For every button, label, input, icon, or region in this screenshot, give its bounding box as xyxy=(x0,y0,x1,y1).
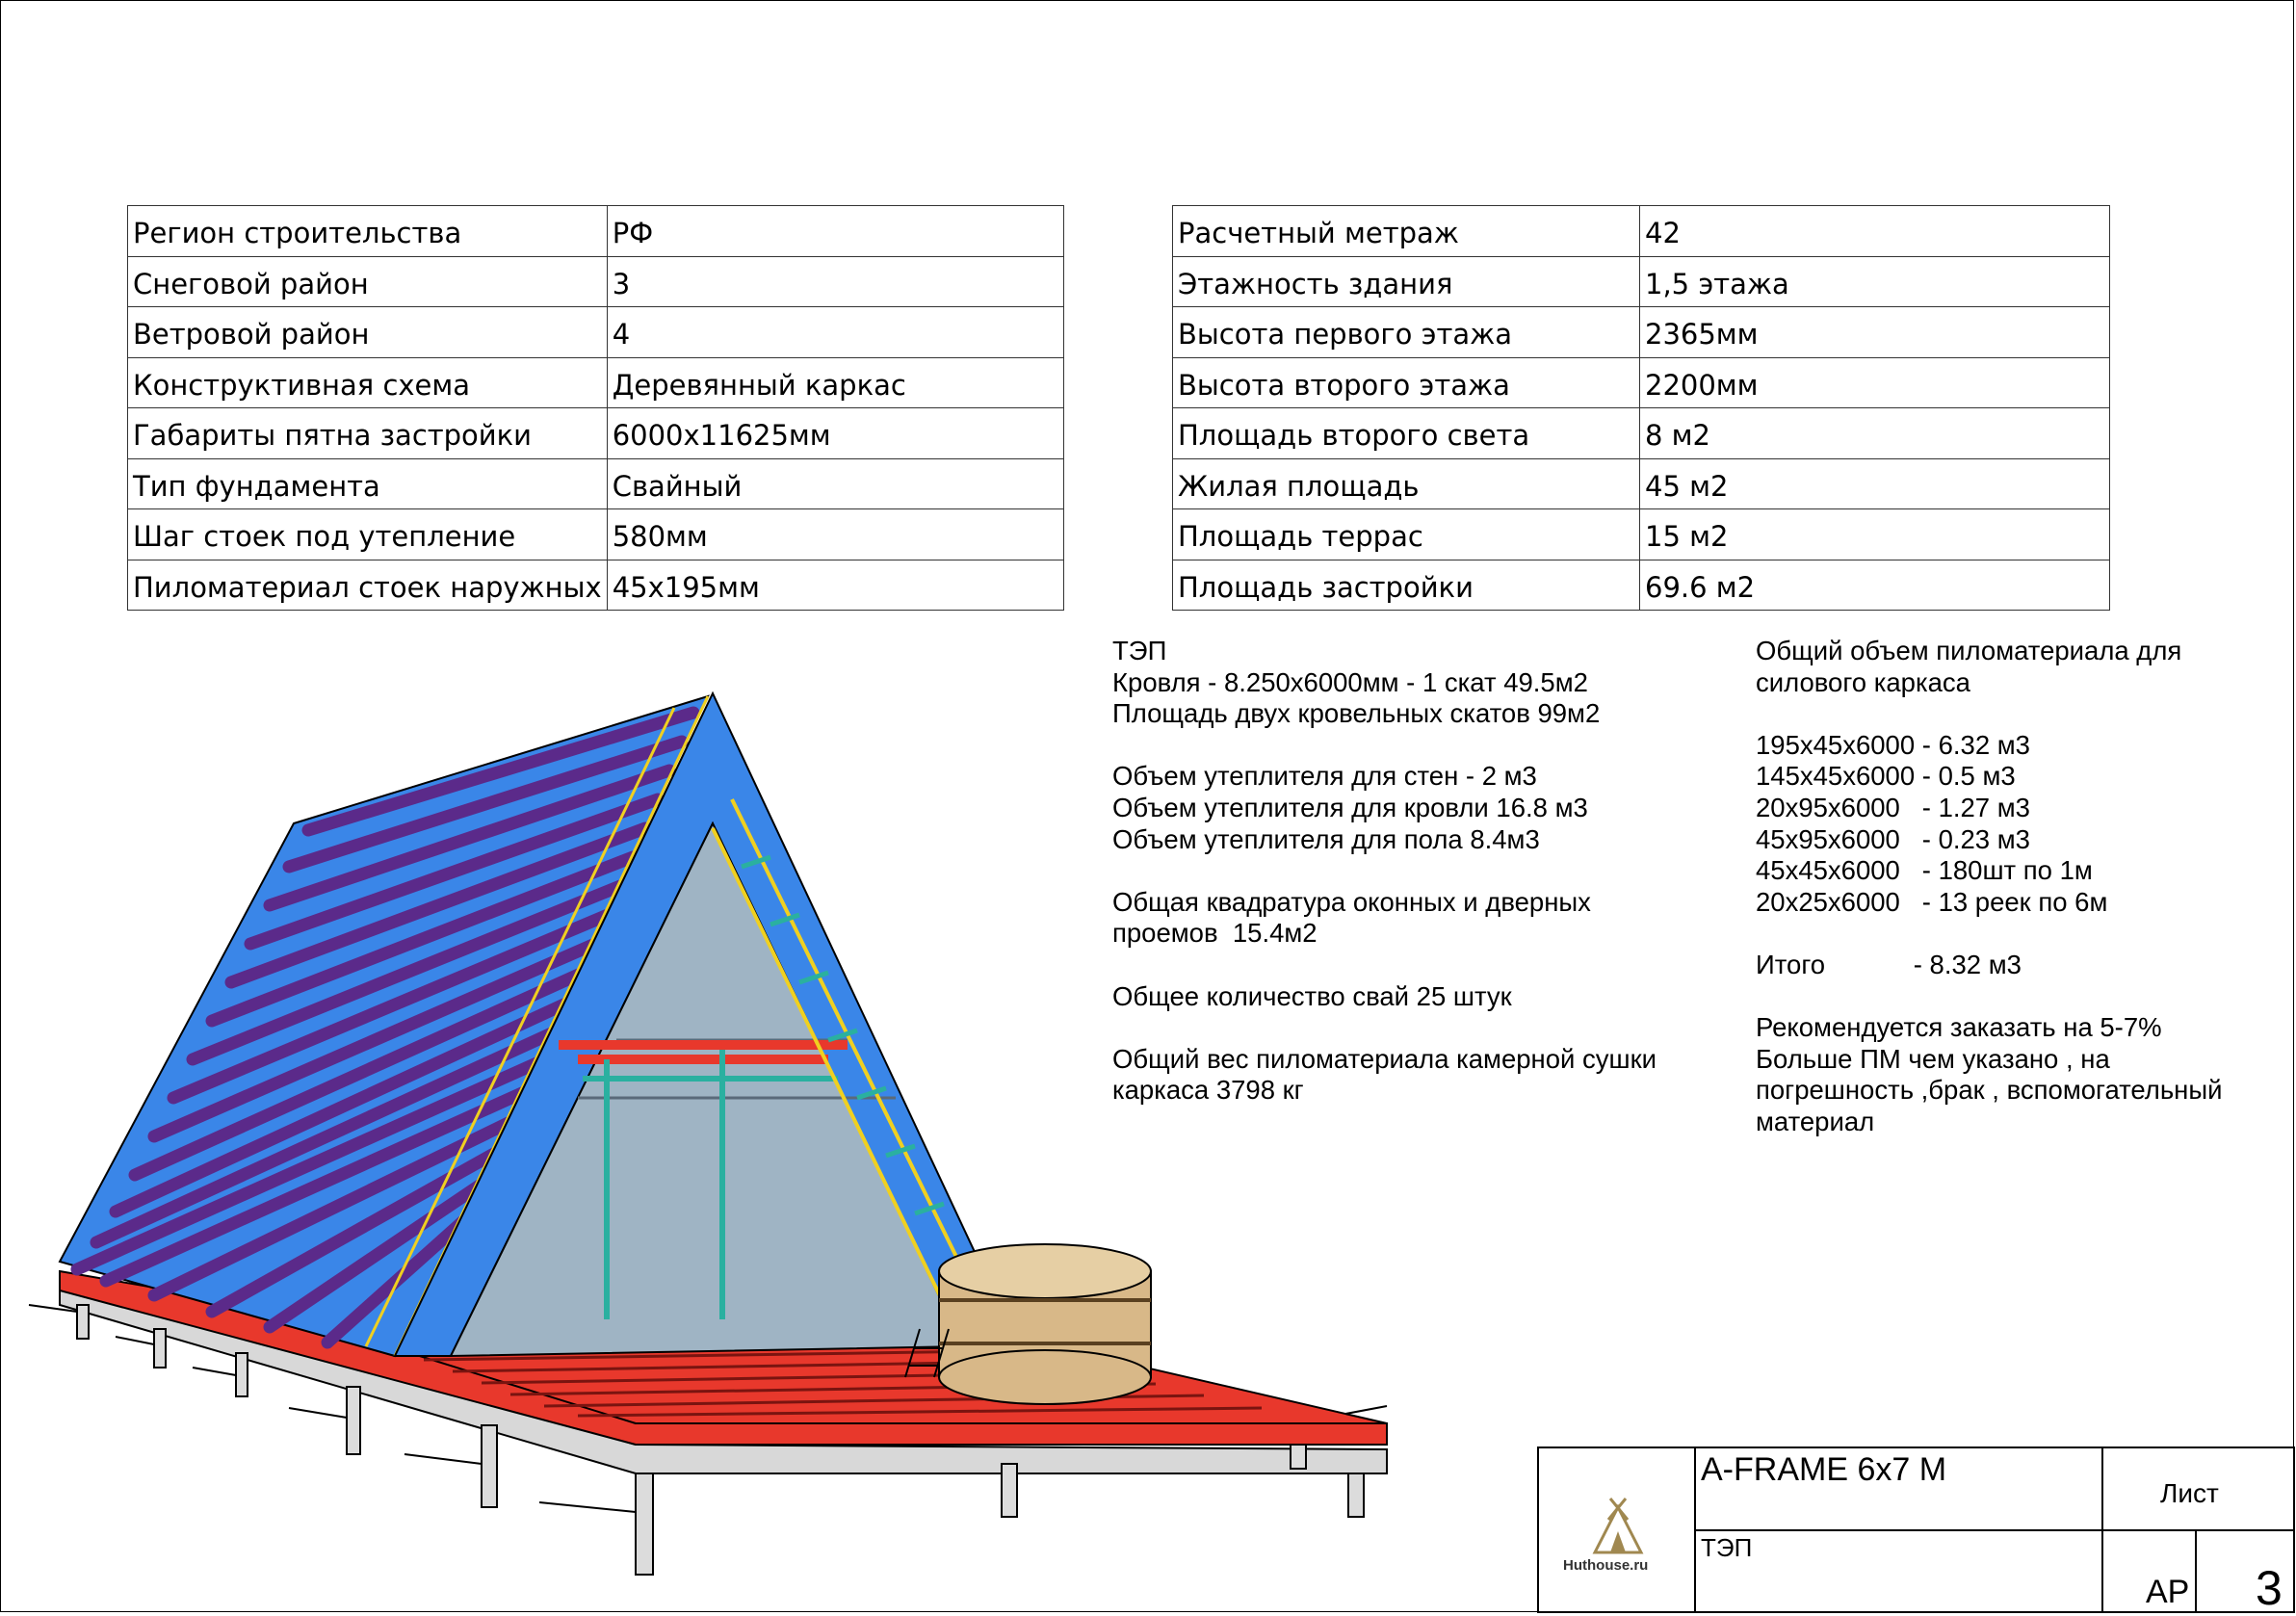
param-value: 42 xyxy=(1640,206,2110,257)
param-value: 15 м2 xyxy=(1640,509,2110,560)
param-value: 8 м2 xyxy=(1640,408,2110,459)
param-label: Расчетный метраж xyxy=(1173,206,1640,257)
param-value: 1,5 этажа xyxy=(1640,256,2110,307)
logo-text: Huthouse.ru xyxy=(1563,1557,1649,1574)
param-label: Шаг стоек под утепление xyxy=(128,509,608,560)
param-label: Конструктивная схема xyxy=(128,357,608,408)
param-value: 2365мм xyxy=(1640,307,2110,358)
project-title: A-FRAME 6x7 M xyxy=(1701,1451,1947,1488)
sheet-label: Лист xyxy=(2160,1478,2219,1508)
param-value: 45х195мм xyxy=(607,560,1063,611)
param-label: Высота второго этажа xyxy=(1173,357,1640,408)
param-value: 4 xyxy=(607,307,1063,358)
param-label: Жилая площадь xyxy=(1173,458,1640,509)
param-label: Площадь второго света xyxy=(1173,408,1640,459)
sheet-name: ТЭП xyxy=(1701,1533,1753,1562)
param-value: 2200мм xyxy=(1640,357,2110,408)
param-label: Снеговой район xyxy=(128,256,608,307)
hot-tub xyxy=(905,1244,1151,1404)
sheet-number: 3 xyxy=(2256,1561,2283,1615)
param-value: Деревянный каркас xyxy=(607,357,1063,408)
param-label: Пиломатериал стоек наружных xyxy=(128,560,608,611)
param-value: 3 xyxy=(607,256,1063,307)
param-value: 6000х11625мм xyxy=(607,408,1063,459)
param-value: РФ xyxy=(607,206,1063,257)
param-label: Высота первого этажа xyxy=(1173,307,1640,358)
param-label: Ветровой район xyxy=(128,307,608,358)
param-value: 45 м2 xyxy=(1640,458,2110,509)
param-value: 69.6 м2 xyxy=(1640,560,2110,611)
param-label: Площадь террас xyxy=(1173,509,1640,560)
param-value: Свайный xyxy=(607,458,1063,509)
sheet-code: АР xyxy=(2146,1574,2190,1610)
param-label: Этажность здания xyxy=(1173,256,1640,307)
param-label: Регион строительства xyxy=(128,206,608,257)
param-label: Габариты пятна застройки xyxy=(128,408,608,459)
param-label: Тип фундамента xyxy=(128,458,608,509)
param-label: Площадь застройки xyxy=(1173,560,1640,611)
tep-notes: ТЭП Кровля - 8.250х6000мм - 1 скат 49.5м2 Площадь двух кровельных скатов 99м2 Объем утеплителя для стен - 2 м3 Объем утеплителя для кровли 16.8 м3 Объем утеплителя для пола 8.4м3 Общая квадратура оконных и дверных проемов 15.4м2 Общее количество свай 25 штук Общий вес пиломатериала камерной сушки каркаса 3798 кг xyxy=(1112,636,1657,1106)
lumber-notes: Общий объем пиломатериала для силового каркаса 195х45х6000 - 6.32 м3 145х45х6000 - 0.5 м3 20х95х6000 - 1.27 м3 45х95х6000 - 0.23 м3 45х45х6000 - 180шт по 1м 20х25х6000 - 13 реек по 6м Итого - 8.32 м3 Рекомендуется заказать на 5-7% Больше ПМ чем указано , на погрешность ,брак , вспомогательный материал xyxy=(1756,636,2223,1136)
param-value: 580мм xyxy=(607,509,1063,560)
